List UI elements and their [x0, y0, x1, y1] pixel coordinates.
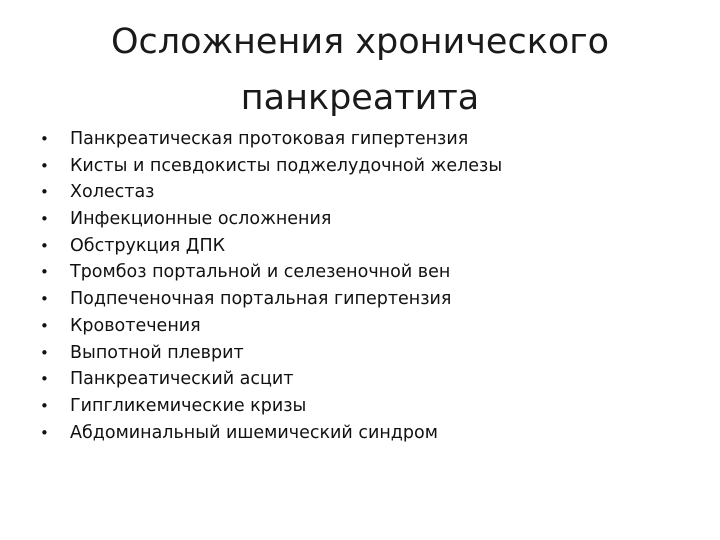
- list-item: [40, 153, 680, 180]
- list-item: [40, 393, 680, 420]
- list-item: [40, 206, 680, 233]
- bullet-icon: •: [40, 156, 49, 175]
- bullet-icon: •: [40, 423, 49, 442]
- bullet-icon: •: [40, 263, 49, 282]
- list-item: [40, 313, 680, 340]
- list-item-text: Гипгликемические кризы: [70, 395, 307, 416]
- list-item: [40, 179, 680, 206]
- slide-title-line-1: Осложнения хронического: [110, 22, 610, 62]
- list-item: [40, 259, 680, 286]
- list-item: [40, 340, 680, 367]
- bullet-icon: •: [40, 210, 49, 229]
- list-item-text: Подпеченочная портальная гипертензия: [70, 289, 452, 310]
- list-item-text: Панкреатический асцит: [70, 369, 294, 390]
- list-item: [40, 286, 680, 313]
- bullet-icon: •: [40, 130, 49, 148]
- complications-list: [40, 126, 680, 446]
- list-item-text: Кровотечения: [70, 315, 201, 336]
- list-item: [40, 420, 680, 447]
- bullet-icon: •: [40, 183, 49, 202]
- list-item: [40, 126, 680, 153]
- list-item-text: Панкреатическая протоковая гипертензия: [70, 129, 469, 149]
- bullet-icon: •: [40, 316, 49, 335]
- list-item-text: Тромбоз портальной и селезеночной вен: [70, 262, 451, 283]
- bullet-icon: •: [40, 236, 49, 255]
- bullet-icon: •: [40, 370, 49, 389]
- list-item: [40, 233, 680, 260]
- list-item: [40, 366, 680, 393]
- bullet-icon: •: [40, 396, 49, 415]
- list-item-text: Кисты и псевдокисты поджелудочной железы: [70, 155, 503, 176]
- list-item-text: Холестаз: [70, 182, 155, 203]
- list-item-text: Инфекционные осложнения: [70, 209, 332, 230]
- bullet-icon: •: [40, 290, 49, 309]
- slide-title: [60, 14, 660, 126]
- bullet-icon: •: [40, 343, 49, 362]
- list-item-text: Абдоминальный ишемический синдром: [70, 422, 438, 443]
- slide-title-line-2: панкреатита: [240, 78, 480, 118]
- list-item-text: Обструкция ДПК: [70, 235, 226, 256]
- list-item-text: Выпотной плеврит: [70, 342, 244, 363]
